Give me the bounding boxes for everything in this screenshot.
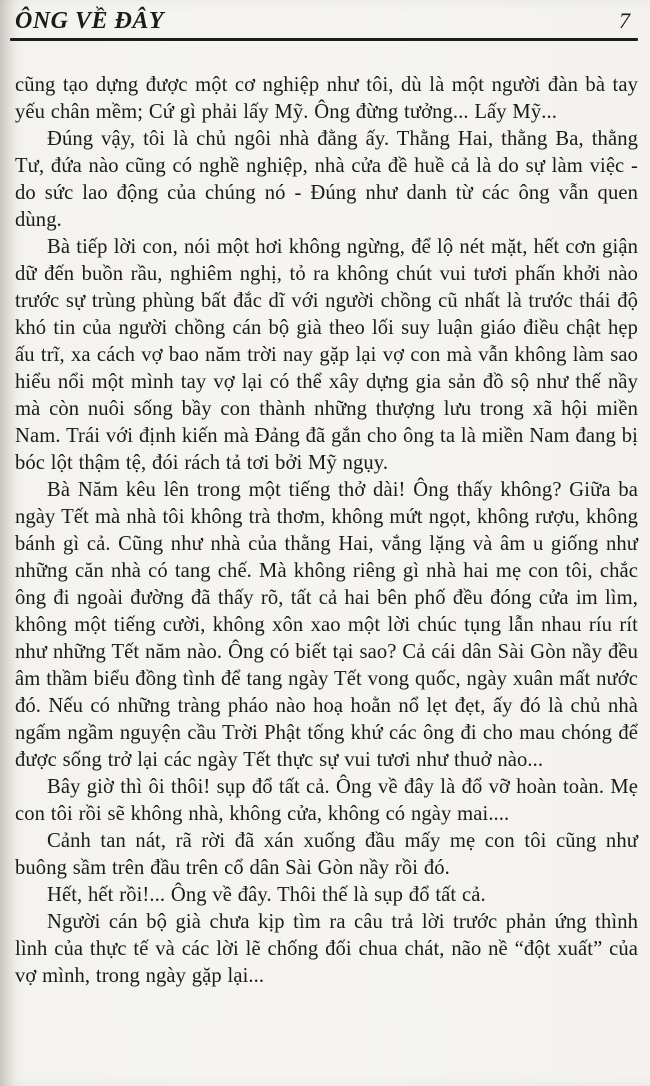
paragraph: Bây giờ thì ôi thôi! sụp đổ tất cả. Ông về đây là đổ vỡ hoàn toàn. Mẹ con tôi rồi sẽ không nhà, không cửa, không có ngày mai....	[15, 776, 638, 825]
paragraph: Người cán bộ già chưa kịp tìm ra câu trả lời trước phản ứng thình lình của thực tế và các lời lẽ chống đối chua chát, não nề “đột xuất” của vợ mình, trong ngày gặp lại...	[15, 911, 638, 987]
paragraph: Hết, hết rồi!... Ông về đây. Thôi thế là sụp đổ tất cả.	[47, 884, 486, 906]
paragraph: Bà Năm kêu lên trong một tiếng thở dài! Ông thấy không? Giữa ba ngày Tết mà nhà tôi không trà thơm, không mứt ngọt, không rượu, không bánh gì cả. Cũng như nhà của thằng Hai, vắng lặng và âm u giống như những căn nhà có tang chế. Mà không riêng gì nhà hai mẹ con tôi, chắc ông đi ngoài đường đã thấy rõ, tất cả hai bên phố đều đóng cửa im lìm, không một tiếng cười, không xôn xao một lời chúc tụng lẫn nhau ríu rít như những Tết năm nào. Ông có biết tại sao? Cả cái dân Sài Gòn nầy đều âm thầm biểu đồng tình để tang ngày Tết vong quốc, ngày xuân mất nước đó. Nếu có những tràng pháo nào hoạ hoằn nổ lẹt đẹt, ấy đó là chủ nhà ngấm ngầm nguyện cầu Trời Phật tống khứ các ông đi cho mau chóng để được sống trở lại các ngày Tết thực sự vui tươi như thuở nào...	[15, 479, 638, 771]
page-number: 7	[619, 8, 630, 33]
paragraph: Cảnh tan nát, rã rời đã xán xuống đầu mấy mẹ con tôi cũng như buông sầm trên đầu trên cổ dân Sài Gòn nầy rồi đó.	[15, 830, 638, 879]
paragraph: Đúng vậy, tôi là chủ ngôi nhà đằng ấy. Thằng Hai, thằng Ba, thằng Tư, đứa nào cũng có nghề nghiệp, nhà cửa đề huề cả là do sự làm việc - do sức lao động của chúng nó - Đúng như danh từ các ông vẫn quen dùng.	[15, 128, 638, 231]
running-title: ÔNG VỀ ĐÂY	[15, 8, 165, 34]
paragraph: cũng tạo dựng được một cơ nghiệp như tôi, dù là một người đàn bà tay yếu chân mềm; Cứ gì phải lấy Mỹ. Ông đừng tưởng... Lấy Mỹ...	[15, 74, 638, 123]
paragraph: Bà tiếp lời con, nói một hơi không ngừng, để lộ nét mặt, hết cơn giận dữ đến buồn rầu, nghiêm nghị, tỏ ra không chút vui tươi phấn khởi nào trước sự trùng phùng bất đắc dĩ với người chồng cũ nhất là trước thái độ khó tin của người chồng cán bộ già theo lối suy luận giáo điều chật hẹp ấu trĩ, xa cách vợ bao năm trời nay gặp lại vợ con mà vẫn không làm sao hiểu nổi một mình tay vợ lại có thể xây dựng gia sản đồ sộ như thế nầy mà còn nuôi sống bầy con thành những thượng lưu trong xã hội miền Nam. Trái với định kiến mà Đảng đã gắn cho ông ta là miền Nam đang bị bóc lột thậm tệ, đói rách tả tơi bởi Mỹ ngụy.	[15, 236, 638, 474]
page-header	[0, 0, 650, 35]
body-text	[0, 41, 650, 990]
